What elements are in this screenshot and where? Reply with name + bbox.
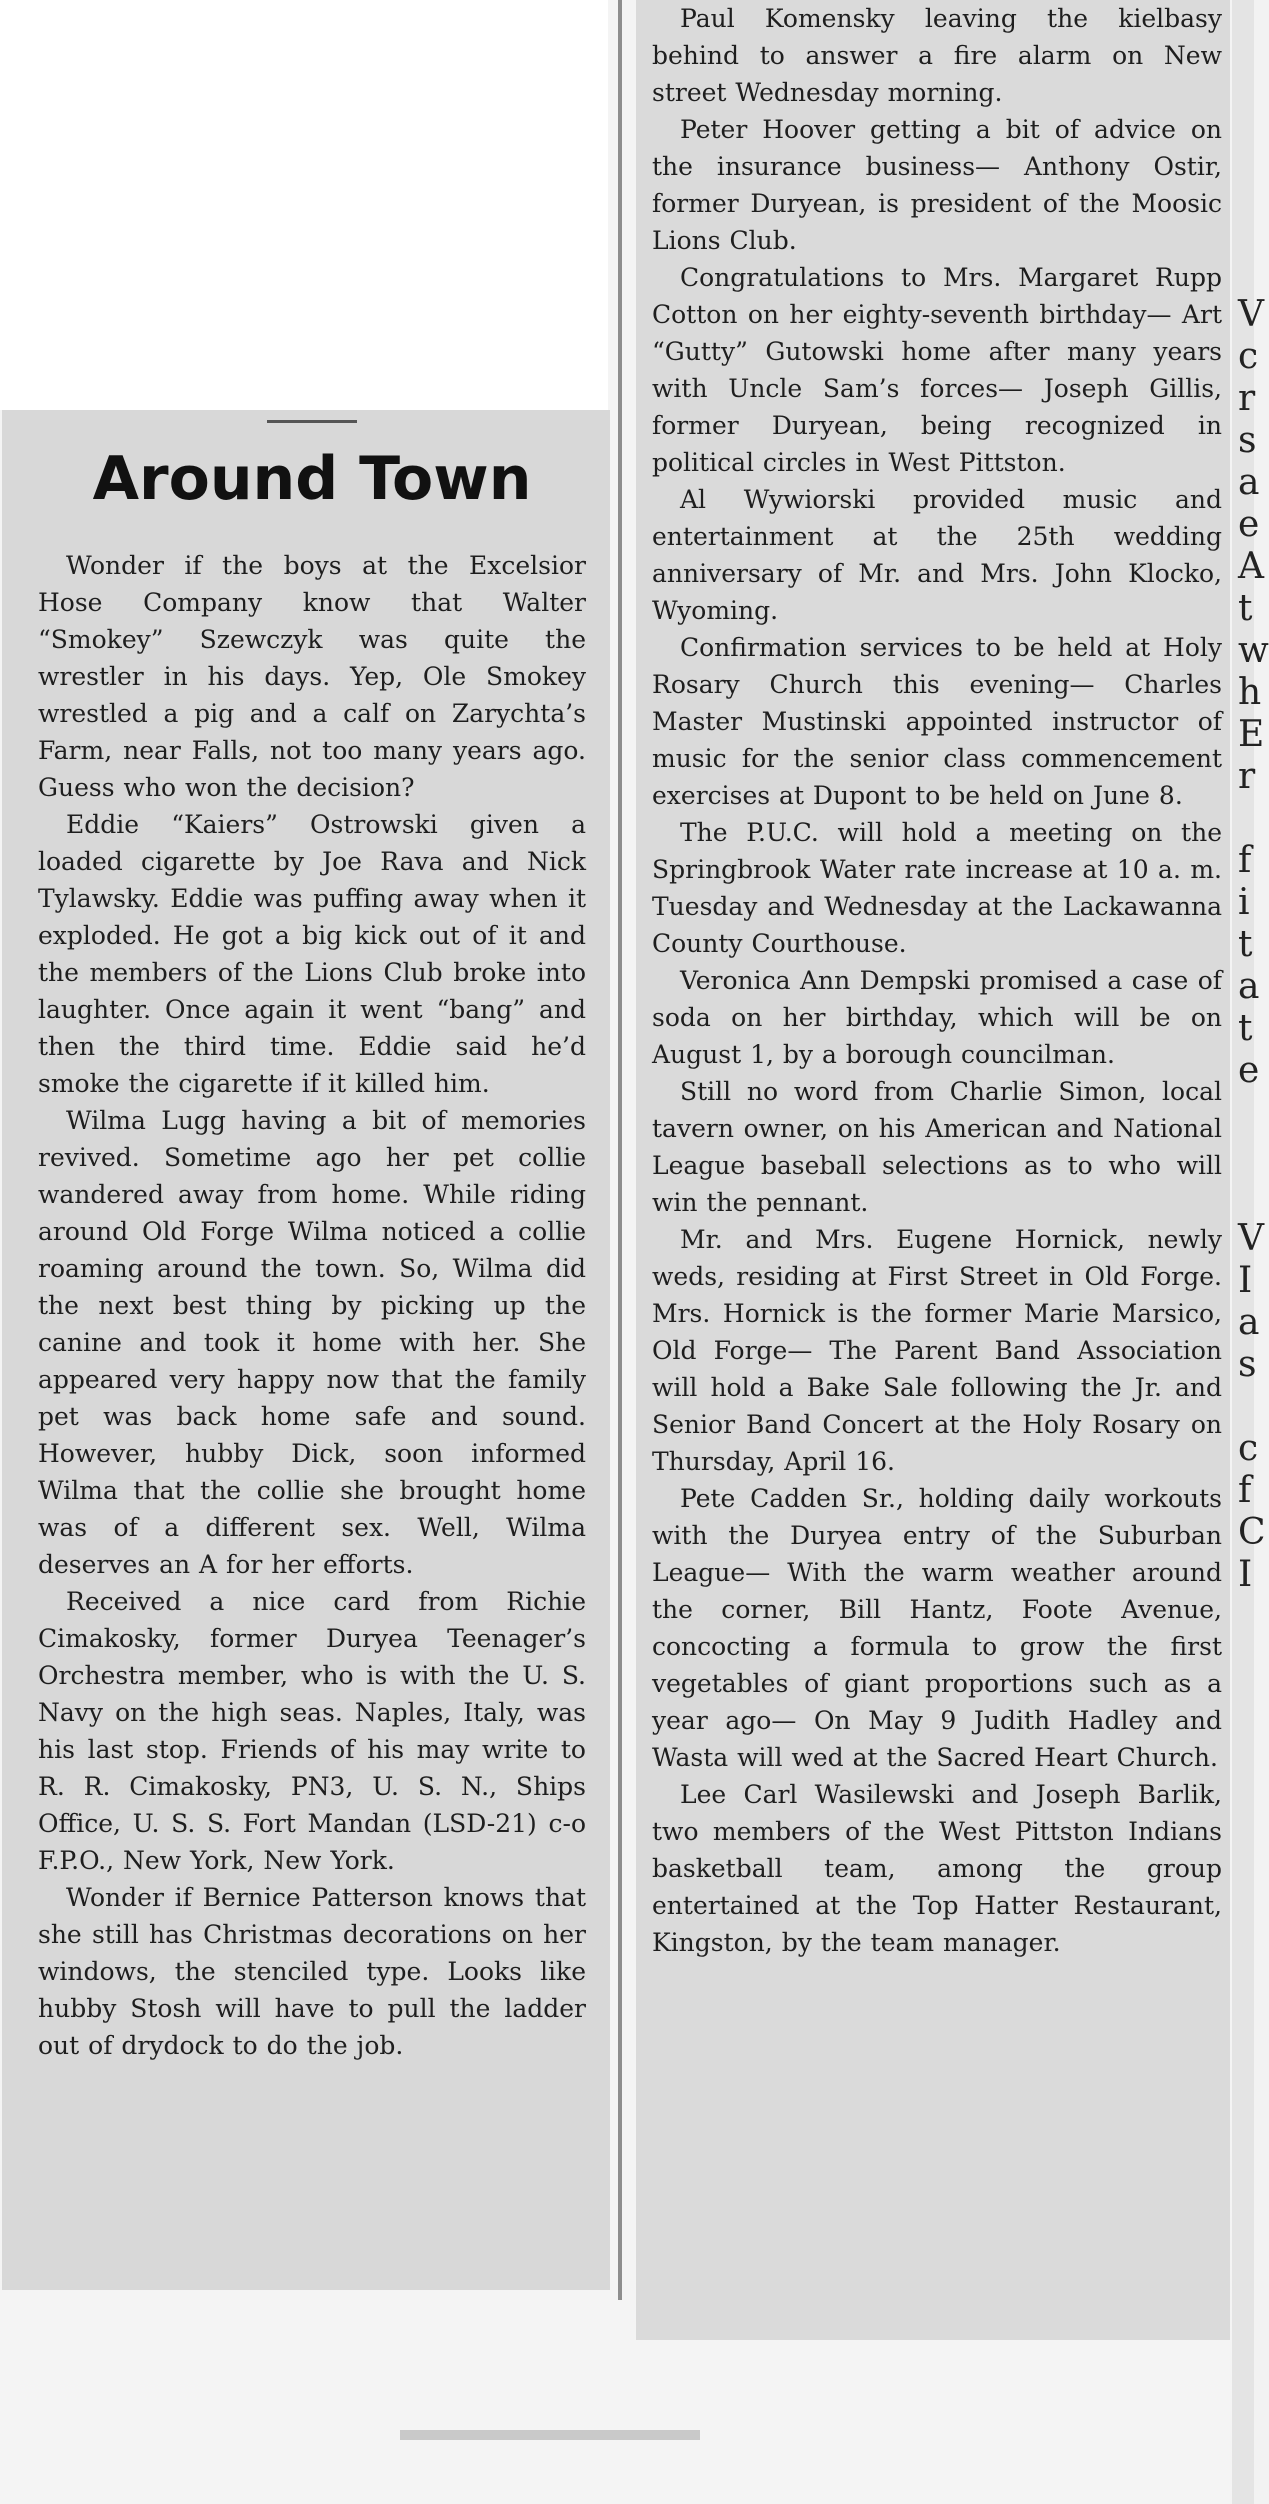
edge-letter: t [1238,588,1253,629]
edge-letter [1238,798,1254,840]
bottom-smudge [400,2430,700,2440]
edge-letter: f [1238,840,1252,881]
edge-letter: r [1238,756,1256,797]
edge-letter: r [1238,378,1256,419]
edge-letter: e [1238,504,1260,545]
edge-letter: V [1238,1218,1264,1259]
article-paragraph: Lee Carl Wasilewski and Joseph Barlik, two members of the West Pittston Indians basketball team, among the group entertained at the Top Hatter Restaurant, Kingston, by the team manager. [652,1780,1222,1957]
article-paragraph: Congratulations to Mrs. Margaret Rupp Cotton on her eighty-seventh birthday— Art “Gutty” Gutowski home after many years with Uncle Sam’s forces— Joseph Gillis, former Duryean, being recognized in political circles in West Pittston. [652,263,1222,477]
article-paragraph: Wonder if Bernice Patterson knows that she still has Christmas decorations on her windows, the stenciled type. Looks like hubby Stosh will have to pull the ladder out of drydock to do the job. [38,1883,586,2060]
edge-letter [1238,252,1254,294]
article-paragraph: Pete Cadden Sr., holding daily workouts with the Duryea entry of the Suburban League— With the warm weather around the corner, Bill Hantz, Foote Avenue, concocting a formula to grow the first vegetables of giant proportions such as a year ago— On May 9 Judith Hadley and Wasta will wed at the Sacred Heart Church. [652,1484,1222,1772]
blank-area [0,0,608,410]
edge-letter [1238,210,1254,252]
edge-letter [1238,1176,1254,1218]
article-paragraph: Peter Hoover getting a bit of advice on the insurance business— Anthony Ostir, former Duryean, is president of the Moosic Lions Club. [652,115,1222,255]
edge-letter: C [1238,1512,1266,1553]
edge-letter [1238,1092,1254,1134]
article-paragraph: Mr. and Mrs. Eugene Hornick, newly weds, residing at First Street in Old Forge. Mrs. Hornick is the former Marie Marsico, Old Forge— The Parent Band Association will hold a Bake Sale following the Jr. and Senior Band Concert at the Holy Rosary on Thursday, April 16. [652,1225,1222,1476]
edge-letter: t [1238,1008,1253,1049]
article-paragraph: Wonder if the boys at the Excelsior Hose Company know that Walter “Smokey” Szewczyk was quite the wrestler in his days. Yep, Ole Smokey wrestled a pig and a calf on Zarychta’s Farm, near Falls, not too many years ago. Guess who won the decision? [38,551,586,802]
edge-letter: s [1238,1344,1257,1385]
article-paragraph: Wilma Lugg having a bit of memories revived. Sometime ago her pet collie wandered away from home. While riding around Old Forge Wilma noticed a collie roaming around the town. So, Wilma did the next best thing by picking up the canine and took it home with her. She appeared very happy now that the family pet was back home safe and sound. However, hubby Dick, soon informed Wilma that the collie she brought home was of a different sex. Well, Wilma deserves an A for her efforts. [38,1106,586,1579]
column-divider [618,0,622,2300]
edge-letter: E [1238,714,1265,755]
cut-off-adjacent-column [1232,0,1269,2504]
edge-letter [1238,42,1254,84]
article-paragraph: Received a nice card from Richie Cimakosky, former Duryea Teenager’s Orchestra member, who is with the U. S. Navy on the high seas. Naples, Italy, was his last stop. Friends of his may write to R. R. Cimakosky, PN3, U. S. N., Ships Office, U. S. S. Fort Mandan (LSD-21) c-o F.P.O., New York, New York. [38,1587,586,1875]
edge-letter: a [1238,462,1260,503]
edge-letter [1238,1386,1254,1428]
edge-letter [1238,84,1254,126]
edge-letter: s [1238,420,1257,461]
article-paragraph: Paul Komensky leaving the kielbasy behind to answer a fire alarm on New street Wednesday morning. [652,4,1222,107]
edge-letter: a [1238,966,1260,1007]
edge-letter: w [1238,630,1269,671]
article-paragraph: The P.U.C. will hold a meeting on the Springbrook Water rate increase at 10 a. m. Tuesday and Wednesday at the Lackawanna County Courthouse. [652,818,1222,958]
article-paragraph: Al Wywiorski provided music and entertainment at the 25th wedding anniversary of Mr. and Mrs. John Klocko, Wyoming. [652,485,1222,625]
edge-letter: c [1238,336,1259,377]
edge-letter: t [1238,924,1253,965]
edge-letter [1238,0,1254,42]
article-paragraph: Eddie “Kaiers” Ostrowski given a loaded cigarette by Joe Rava and Nick Tylawsky. Eddie was puffing away when it exploded. He got a big kick out of it and the members of the Lions Club broke into laughter. Once again it went “bang” and then the third time. Eddie said he’d smoke the cigarette if it killed him. [38,810,586,1098]
edge-letter: I [1238,1554,1253,1595]
article-paragraph: Veronica Ann Dempski promised a case of soda on her birthday, which will be on August 1, by a borough councilman. [652,966,1222,1069]
right-column [636,0,1230,2340]
edge-letter [1238,168,1254,210]
edge-letter: I [1238,1260,1253,1301]
edge-letter: f [1238,1470,1252,1511]
headline-rule [267,420,357,423]
edge-letter: A [1238,546,1264,587]
left-column [2,410,610,2290]
edge-letter: V [1238,294,1264,335]
edge-letter: e [1238,1050,1260,1091]
article-paragraph: Confirmation services to be held at Holy Rosary Church this evening— Charles Master Mustinski appointed instructor of music for the senior class commencement exercises at Dupont to be held on June 8. [652,633,1222,810]
edge-letter [1238,126,1254,168]
edge-letter: c [1238,1428,1259,1469]
edge-letter: i [1238,882,1250,923]
edge-letter [1238,1134,1254,1176]
headline: Around Town [92,444,532,514]
article-paragraph: Still no word from Charlie Simon, local tavern owner, on his American and National League baseball selections as to who will win the pennant. [652,1077,1222,1217]
edge-letter: h [1238,672,1262,713]
edge-letter: a [1238,1302,1260,1343]
